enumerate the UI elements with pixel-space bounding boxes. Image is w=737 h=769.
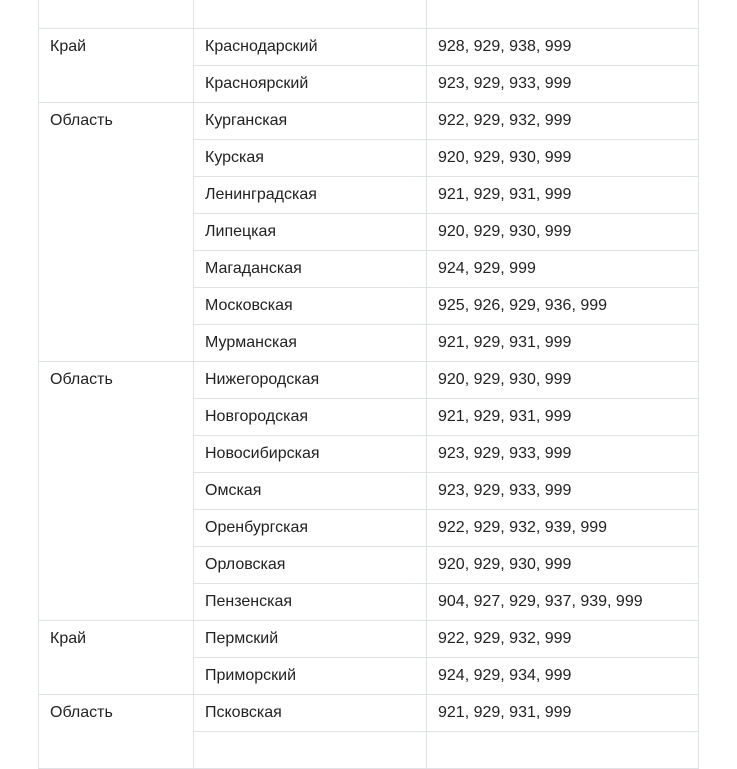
region-codes-cell: 922, 929, 932, 999 (427, 103, 699, 140)
region-codes-cell (427, 0, 699, 29)
region-type-cell: Край (39, 29, 194, 103)
region-name-cell: Приморский (194, 658, 427, 695)
table-row (39, 29, 699, 66)
region-codes-table (38, 0, 699, 769)
region-codes-cell: 924, 929, 999 (427, 251, 699, 288)
region-type-cell: Область (39, 103, 194, 362)
region-codes-cell: 904, 927, 929, 937, 939, 999 (427, 584, 699, 621)
region-codes-cell: 925, 926, 929, 936, 999 (427, 288, 699, 325)
region-codes-cell: 920, 929, 930, 999 (427, 214, 699, 251)
region-name-cell: Нижегородская (194, 362, 427, 399)
region-type-cell: Область (39, 695, 194, 769)
region-name-cell: Московская (194, 288, 427, 325)
region-name-cell: Псковская (194, 695, 427, 732)
region-codes-cell: 928, 929, 938, 999 (427, 29, 699, 66)
region-name-cell: Краснодарский (194, 29, 427, 66)
region-codes-cell: 923, 929, 933, 999 (427, 66, 699, 103)
region-codes-cell (427, 732, 699, 769)
region-codes-cell: 924, 929, 934, 999 (427, 658, 699, 695)
region-codes-cell: 922, 929, 932, 999 (427, 621, 699, 658)
region-codes-cell: 921, 929, 931, 999 (427, 325, 699, 362)
region-name-cell: Орловская (194, 547, 427, 584)
region-name-cell: Оренбургская (194, 510, 427, 547)
region-name-cell: Пермский (194, 621, 427, 658)
region-type-cell: Край (39, 621, 194, 695)
region-name-cell: Красноярский (194, 66, 427, 103)
region-name-cell: Новгородская (194, 399, 427, 436)
region-codes-cell: 920, 929, 930, 999 (427, 547, 699, 584)
region-codes-table-wrapper (38, 0, 698, 769)
table-row (39, 621, 699, 658)
region-codes-cell: 921, 929, 931, 999 (427, 695, 699, 732)
region-name-cell: Курганская (194, 103, 427, 140)
table-row (39, 362, 699, 399)
table-row (39, 0, 699, 29)
region-codes-cell: 921, 929, 931, 999 (427, 399, 699, 436)
region-name-cell: Ленинградская (194, 177, 427, 214)
region-name-cell: Магаданская (194, 251, 427, 288)
region-name-cell: Новосибирская (194, 436, 427, 473)
region-codes-cell: 920, 929, 930, 999 (427, 140, 699, 177)
region-name-cell (194, 732, 427, 769)
region-codes-cell: 922, 929, 932, 939, 999 (427, 510, 699, 547)
region-type-cell (39, 0, 194, 29)
region-codes-cell: 920, 929, 930, 999 (427, 362, 699, 399)
region-codes-cell: 923, 929, 933, 999 (427, 436, 699, 473)
region-name-cell: Курская (194, 140, 427, 177)
table-row (39, 695, 699, 732)
region-name-cell: Пензенская (194, 584, 427, 621)
region-name-cell (194, 0, 427, 29)
region-name-cell: Мурманская (194, 325, 427, 362)
region-codes-cell: 923, 929, 933, 999 (427, 473, 699, 510)
region-codes-cell: 921, 929, 931, 999 (427, 177, 699, 214)
region-name-cell: Омская (194, 473, 427, 510)
region-name-cell: Липецкая (194, 214, 427, 251)
region-type-cell: Область (39, 362, 194, 621)
table-row (39, 103, 699, 140)
